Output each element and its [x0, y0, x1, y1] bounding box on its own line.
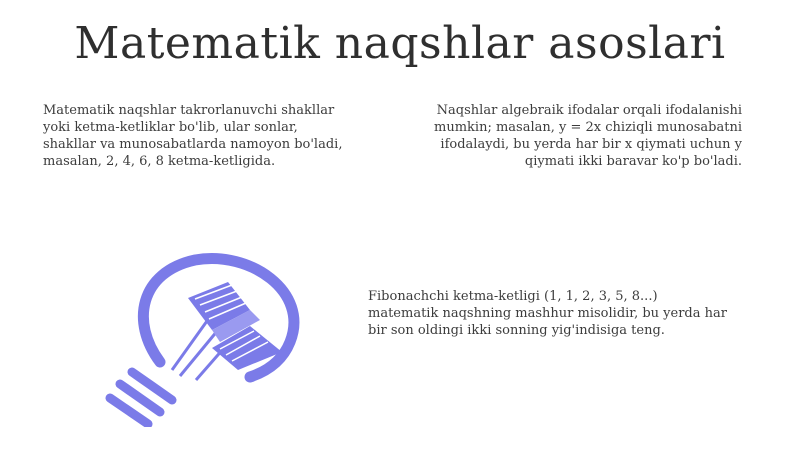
lightbulb-book-icon	[100, 252, 310, 427]
slide-title: Matematik naqshlar asoslari	[74, 18, 726, 69]
paragraph-algebraic-expressions: Naqshlar algebraik ifodalar orqali ifodalanishi mumkin; masalan, y = 2x chiziqli munosabatni ifodalaydi, bu yerda har bir x qiymati uchun y qiymati ikki baravar ko'p bo'ladi.	[434, 103, 742, 169]
paragraph-patterns-intro: Matematik naqshlar takrorlanuvchi shakllar yoki ketma-ketliklar bo'lib, ular sonlar, shakllar va munosabatlarda namoyon bo'ladi, masalan, 2, 4, 6, 8 ketma-ketligida.	[43, 103, 343, 169]
paragraph-fibonacci: Fibonachchi ketma-ketligi (1, 1, 2, 3, 5, 8...) matematik naqshning mashhur misolidir, bu yerda har bir son oldingi ikki sonning yig'indisiga teng.	[368, 289, 727, 338]
